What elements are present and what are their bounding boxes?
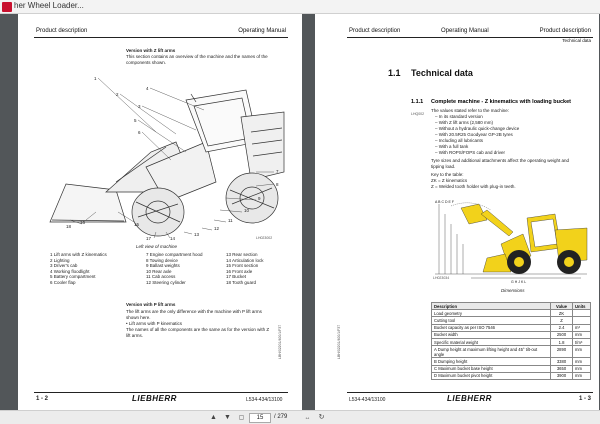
fit-page-icon[interactable]: ▢: [238, 415, 245, 421]
header-rule: [347, 37, 593, 38]
callout-14: 14: [170, 236, 176, 241]
footer-model: L534-434/13100: [349, 397, 386, 403]
previous-page-icon[interactable]: ▲: [210, 414, 217, 421]
footer-model: L534-434/13100: [246, 397, 283, 403]
table-row: A Dump height at maximum lifting height and 45° tilt-out angle 2890 mm: [432, 346, 591, 358]
table-row: Specific material weight 1.8 t/m³: [432, 338, 591, 345]
rotate-icon[interactable]: ↻: [318, 414, 325, 421]
liebherr-logo: LIEBHERR: [132, 394, 177, 403]
callout-18: 18: [66, 224, 72, 229]
table-row: B Dumping height 3380 mm: [432, 358, 591, 365]
side-code: LBH/02201/400/1/F37: [337, 324, 341, 359]
side-code: LBH/02201/400/1/F37: [278, 324, 282, 359]
table-header-row: [432, 303, 591, 310]
table-row: D Maximum bucket pivot height 3900 mm: [432, 372, 591, 379]
col-description: Description: [432, 303, 551, 310]
page-number-input[interactable]: 15: [249, 413, 271, 423]
section-number: 1.1: [388, 68, 401, 78]
figure-code: LH023034: [433, 276, 450, 280]
viewer-statusbar: [0, 410, 600, 424]
section-p-title: Version with P lift arms: [126, 302, 176, 307]
header-rule: [34, 37, 288, 38]
callout-15: 15: [134, 222, 140, 227]
subsection-title: Complete machine - Z kinematics with loading bucket: [431, 99, 571, 105]
callout-6: 6: [138, 130, 141, 135]
callout-12: 12: [214, 226, 220, 231]
callout-13: 13: [194, 232, 200, 237]
dimension-letters-bottom: G H J K L: [511, 280, 527, 284]
liebherr-logo: LIEBHERR: [447, 394, 492, 403]
next-page-icon[interactable]: ▼: [224, 414, 231, 421]
col-units: Units: [573, 303, 591, 310]
callout-4: 4: [146, 86, 149, 91]
callout-16: 16: [80, 220, 86, 225]
intro-block: The values stated refer to the machine: – In its standard version – With Z lift arms (2,580 mm) – Without a hydraulic quick-change device – With 20.5R25 Goodyear GP-2B tyres – Including all lubricants – With a full tank – With ROPS/FOPS cab and driver Tyre sizes and additional attachments affect the operating weight and tipping load. Key to the table: ZK = Z kinematics Z = Welded tooth holder with plug-in teeth.: [431, 108, 570, 189]
header-sub: Technical data: [562, 38, 591, 43]
callout-7: 7: [276, 169, 279, 174]
dimensions-drawing: [431, 200, 591, 282]
footer-page: 1 - 3: [578, 396, 591, 402]
page-right: [315, 14, 599, 410]
section-title: Technical data: [411, 68, 473, 78]
table-row: Load geometry ZK: [432, 310, 591, 317]
figure-code: LH023002: [256, 236, 273, 240]
app-icon: [2, 2, 12, 12]
figure-caption: Left view of machine: [136, 244, 178, 249]
window-title: her Wheel Loader...: [14, 1, 84, 10]
machine-left-view-illustration: [46, 72, 286, 242]
dimension-letters: A B C D E F: [435, 200, 454, 204]
footer-rule: [347, 392, 593, 393]
callout-17: 17: [146, 236, 152, 241]
callout-1: 1: [94, 76, 97, 81]
figure-caption: Dimensions: [501, 288, 525, 293]
technical-data-table: [431, 302, 591, 380]
col-value: Value: [551, 303, 573, 310]
document-viewer[interactable]: [0, 14, 600, 410]
margin-code: LHQ002: [411, 112, 425, 116]
section-p-body: The lift arms are the only difference with the machine with P lift arms shown here. • Lift arms with P kinematics The names of all the components are the same as for the version with Z lift arms.: [126, 309, 270, 338]
header-left: Product description: [36, 28, 88, 34]
header-right: Operating Manual: [238, 28, 286, 34]
callout-2: 2: [116, 92, 119, 97]
subsection-number: 1.1.1: [411, 99, 424, 105]
table-row: C Maximum bucket base height 3650 mm: [432, 365, 591, 372]
footer-page: 1 - 2: [36, 396, 49, 402]
callout-11: 11: [228, 218, 233, 223]
footer-rule: [34, 392, 288, 393]
window-titlebar: [0, 0, 600, 14]
callout-5: 5: [134, 118, 137, 123]
table-row: Cutting tool Z: [432, 317, 591, 324]
callout-9: 9: [258, 196, 261, 201]
section-z-title: Version with Z lift arms: [126, 48, 176, 53]
header-left: Product description: [349, 28, 401, 34]
page-left: Product description Operating Manual Version with Z lift arms This section contains an overview of the machine and the names of the components shown. 1 2 3 4 5 6 7 8 9 10 11 12 13 14 15 16 17 18 LH023002 Left view of machine 1 Lift arms with Z kinematics 2 Lighting 3 Driver's cab 4 Working floodlight 5 Battery compartment 6 Cooler flap 7 Engine compartment hood 8 Towing device 9 Ballast weights 10 Rear axle 11 Cab access 12 Steering cylinder 13 Rear section 14 Articulation lock 15 Front section 16 Front axle 17 Bucket 18 Tooth guard Version with P lift arms The lift arms are the only difference with the machine with P lift arms shown here. • Lift arms with P kinematics The names of all the components are the same as for the version with Z lift arms. LBH/02201/400/1/F37 1 - 2 LIEBHERR L534-434/13100: [18, 14, 302, 410]
header-right: Product description: [539, 28, 591, 34]
table-row: Bucket capacity as per ISO 7546 2.4 m³: [432, 324, 591, 331]
callout-3: 3: [138, 104, 141, 109]
table-row: Bucket width 2500 mm: [432, 331, 591, 338]
callout-10: 10: [244, 208, 250, 213]
callout-8: 8: [276, 182, 279, 187]
fit-width-icon[interactable]: ↔: [304, 415, 311, 421]
section-z-body: This section contains an overview of the machine and the names of the components shown.: [126, 54, 268, 65]
page-total: / 279: [274, 414, 288, 420]
header-center: Operating Manual: [441, 28, 489, 34]
